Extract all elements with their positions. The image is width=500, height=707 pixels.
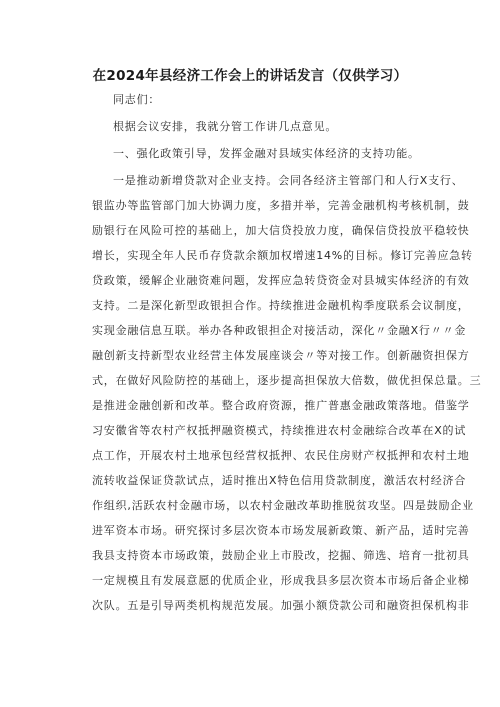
paragraph-line: 实现金融信息互联。举办各种政银担企对接活动，深化〃金融X行〃〃金 [92,324,467,337]
salutation-line: 同志们： [113,93,161,106]
paragraph-line: 支持。二是深化新型政银担合作。持续推进金融机构季度联系会议制度， [92,299,470,312]
paragraph-line: 融创新支持新型农业经营主体发展座谈会〃等对接工作。创新融资担保方 [92,349,470,362]
paragraph-line: 式，在做好风险防控的基础上，逐步提高担保放大倍数，做优担保总量。三 [92,374,482,387]
paragraph-line: 点工作，开展农村土地承包经营权抵押、农民住房财产权抵押和农村土地 [92,449,470,462]
paragraph-line: 增长，实现全年人民币存贷款余额加权增速14%的目标。修订完善应急转 [92,249,473,262]
paragraph-line: 作组织,活跃农村金融市场，以农村金融改革助推脱贫攻坚。四是鼓励企业 [92,499,474,512]
paragraph-line: 流转收益保证贷款试点，适时推出X特色信用贷款制度，激活农村经济合 [92,474,467,487]
paragraph-line: 一是推动新增贷款对企业支持。会同各经济主管部门和人行X支行、 [113,174,464,187]
paragraph-line: 进军资本市场。研究探讨多层次资本市场发展新政策、新产品，适时完善 [92,524,470,537]
document-title: 在2024年县经济工作会上的讲话发言（仅供学习） [92,68,408,84]
paragraph-line: 次队。五是引导两类机构规范发展。加强小额贷款公司和融资担保机构非 [92,599,470,612]
paragraph-line: 习安徽省等农村产权抵押融资模式，持续推进农村金融综合改革在X的试 [92,424,467,437]
paragraph-line: 励银行在风险可控的基础上，加大信贷投放力度，确保信贷投放平稳较快 [92,224,470,237]
paragraph-line: 一定规模且有发展意愿的优质企业，形成我县多层次资本市场后备企业梯 [92,574,470,587]
paragraph-line: 是推进金融创新和改革。整合政府资源，推广普惠金融政策落地。借鉴学 [92,399,470,412]
paragraph-line: 我县支持资本市场政策，鼓励企业上市股改，挖掘、筛选、培育一批初具 [92,549,470,562]
section-heading: 一、强化政策引导，发挥金融对县域实体经济的支持功能。 [113,147,420,160]
intro-line: 根据会议安排，我就分管工作讲几点意见。 [113,120,338,133]
paragraph-line: 贷政策，缓解企业融资难问题，发挥应急转贷资金对县城实体经济的有效 [92,274,470,287]
paragraph-line: 银监办等监管部门加大协调力度，多措并举，完善金融机构考核机制，鼓 [92,199,470,212]
